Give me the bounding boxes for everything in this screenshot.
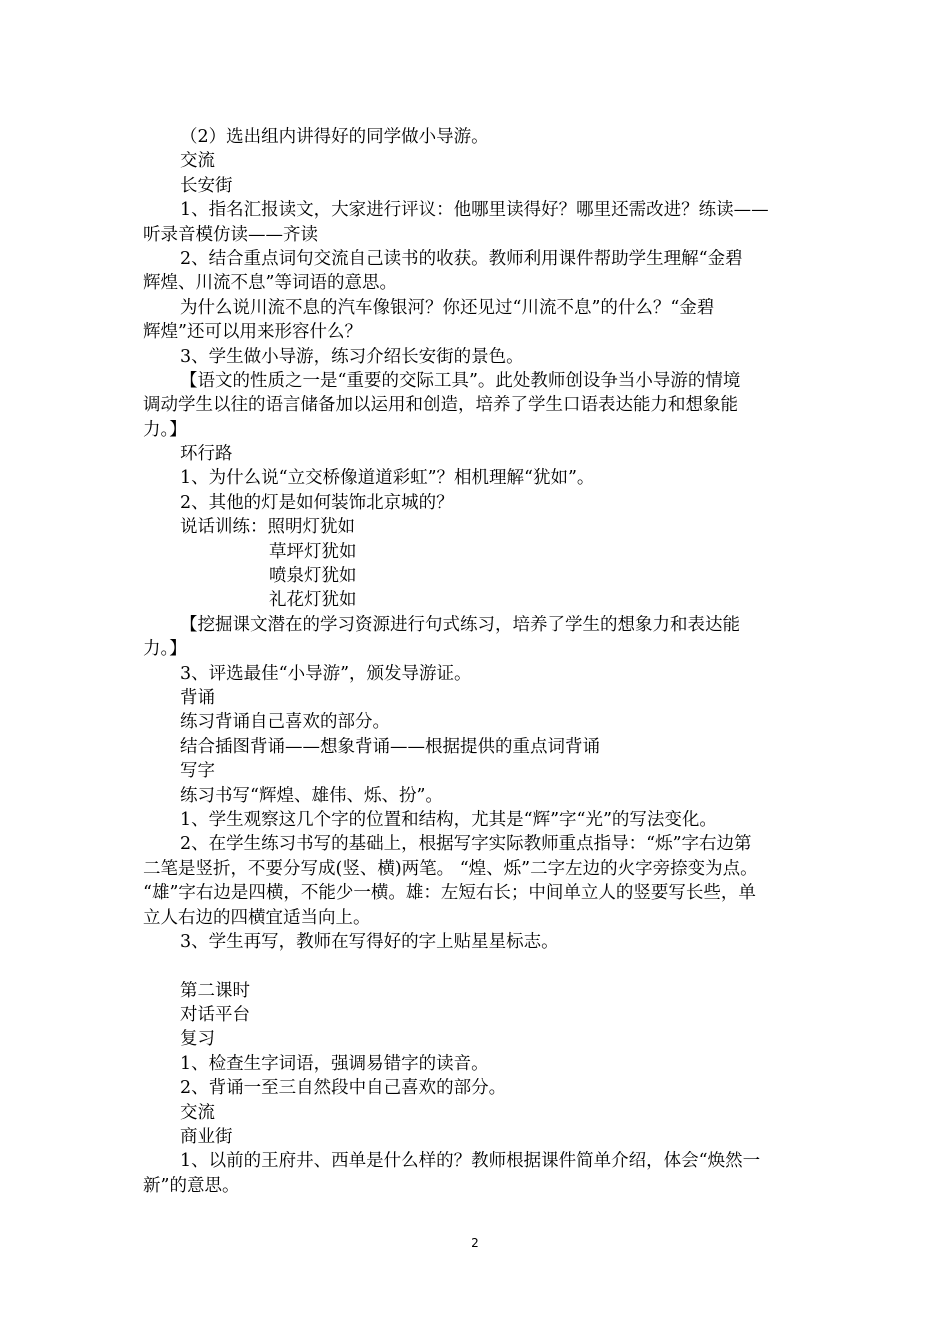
text-line: 长安街 [180,175,233,196]
text-line: 3、评选最佳“小导游”，颁发导游证。 [180,663,472,684]
text-line: 商业街 [180,1127,233,1148]
text-line: 礼花灯犹如 [269,590,357,611]
text-line: 3、学生再写，教师在写得好的字上贴星星标志。 [180,931,559,952]
text-line: 听录音模仿读——齐读 [143,224,318,245]
text-line: 力。】 [143,639,187,660]
text-line: 【挖掘课文潜在的学习资源进行句式练习，培养了学生的想象力和表达能 [180,614,740,635]
text-line: 第二课时 [180,980,250,1001]
text-line: 1、检查生字词语，强调易错字的读音。 [180,1053,489,1074]
text-line: 写字 [180,761,215,782]
text-line: 1、学生观察这几个字的位置和结构，尤其是“辉”字“光”的写法变化。 [180,809,717,830]
text-line: 为什么说川流不息的汽车像银河？你还见过“川流不息”的什么？“金碧 [180,297,715,318]
text-line: 力。】 [143,419,187,440]
text-line: 辉煌”还可以用来形容什么？ [143,322,362,343]
page-number: 2 [471,1236,479,1250]
document-page [143,125,811,1198]
text-line: 交流 [180,1102,215,1123]
text-line: “雄”字右边是四横，不能少一横。雄：左短右长；中间单立人的竖要写长些，单 [143,883,756,904]
text-line: 2、背诵一至三自然段中自己喜欢的部分。 [180,1078,507,1099]
text-line: （2）选出组内讲得好的同学做小导游。 [180,127,489,147]
text-line: 1、指名汇报读文，大家进行评议：他哪里读得好？哪里还需改进？练读—— [180,200,769,221]
text-line: 1、以前的王府井、西单是什么样的？教师根据课件简单介绍，体会“焕然一 [180,1151,761,1172]
text-line: 背诵 [180,687,215,708]
text-line: 二笔是竖折，不要分写成(竖、横)两笔。 “煌、烁”二字左边的火字旁捺变为点。 [143,858,758,879]
text-line: 说话训练：照明灯犹如 [180,517,355,538]
text-line: 调动学生以往的语言储备加以运用和创造，培养了学生口语表达能力和想象能 [143,395,738,416]
text-line: 环行路 [180,444,233,465]
text-line: 2、结合重点词句交流自己读书的收获。教师利用课件帮助学生理解“金碧 [180,248,743,269]
text-line: 3、学生做小导游，练习介绍长安街的景色。 [180,346,524,367]
text-line: 2、其他的灯是如何装饰北京城的？ [180,492,454,513]
text-line: 新”的意思。 [143,1175,240,1196]
text-line: 对话平台 [180,1005,250,1026]
text-line: 1、为什么说“立交桥像道道彩虹”？相机理解“犹如”。 [180,468,595,489]
text-line: 2、在学生练习书写的基础上，根据写字实际教师重点指导：“烁”字右边第 [180,834,752,855]
text-line: 交流 [180,151,215,172]
blank-line [143,954,811,978]
text-line: 立人右边的四横宜适当向上。 [143,907,371,928]
text-line: 【语文的性质之一是“重要的交际工具”。此处教师创设争当小导游的情境 [180,370,741,391]
text-line: 练习书写“辉煌、雄伟、烁、扮”。 [180,785,443,806]
text-line: 复习 [180,1029,215,1050]
text-line: 辉煌、川流不息”等词语的意思。 [143,273,397,294]
text-line: 草坪灯犹如 [269,541,357,562]
text-line: 喷泉灯犹如 [269,566,357,587]
text-line: 练习背诵自己喜欢的部分。 [180,712,390,733]
text-line: 结合插图背诵——想象背诵——根据提供的重点词背诵 [180,736,600,757]
